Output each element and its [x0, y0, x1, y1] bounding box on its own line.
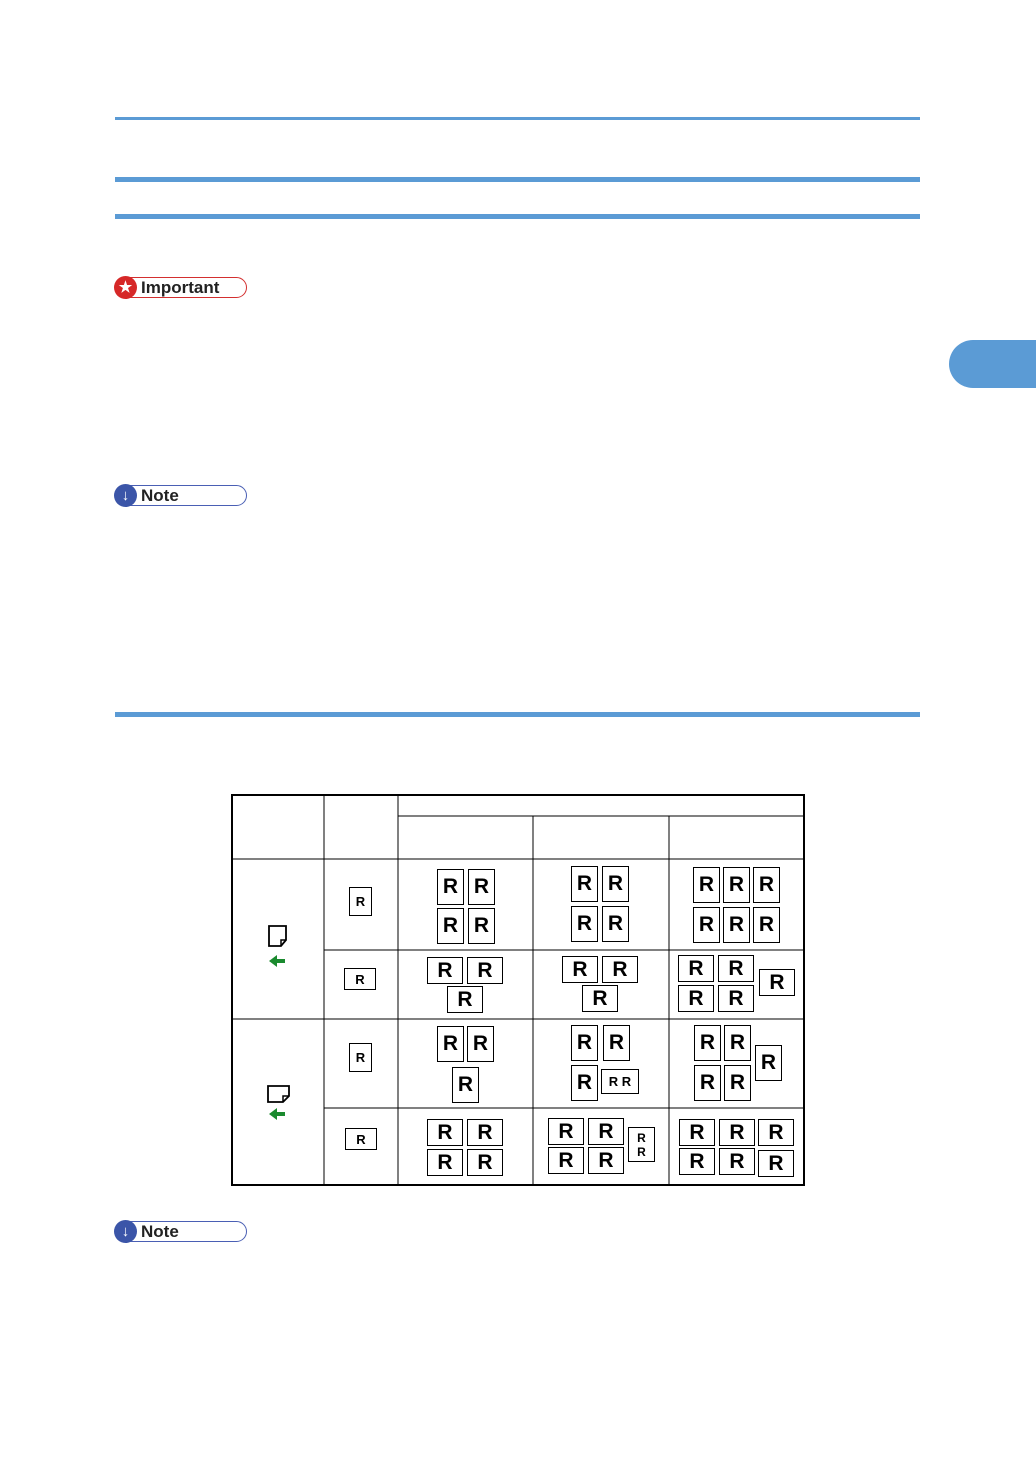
page-thumb: R	[679, 1148, 715, 1175]
paper-landscape-icon	[268, 1086, 289, 1102]
page-thumb: R	[467, 957, 503, 984]
page-thumb: R	[758, 1150, 794, 1177]
orientation-table	[231, 794, 805, 1186]
paper-portrait-icon	[269, 926, 286, 946]
page-thumb: R	[693, 907, 720, 943]
note-badge	[115, 1221, 247, 1242]
page-thumb: R	[753, 867, 780, 903]
note-badge	[115, 485, 247, 506]
page-thumb: R	[694, 1025, 721, 1061]
page-thumb: R	[427, 957, 463, 984]
page-thumb: R	[588, 1118, 624, 1145]
page-thumb: R	[548, 1147, 584, 1174]
page-thumb: R	[452, 1067, 479, 1103]
page-thumb: R	[571, 1025, 598, 1061]
arrow-down-icon: ↓	[114, 484, 137, 507]
page-thumb: R	[678, 955, 714, 982]
page-thumb: R	[753, 907, 780, 943]
page-thumb: R	[427, 1149, 463, 1176]
page-thumb: R	[571, 1065, 598, 1101]
page-thumb: R	[719, 1148, 755, 1175]
page-thumb: R	[602, 866, 629, 902]
page-thumb: R	[562, 956, 598, 983]
page-thumb: R	[437, 908, 464, 944]
chapter-tab	[949, 340, 1036, 388]
page-thumb: R	[467, 1149, 503, 1176]
page-thumb: R	[718, 985, 754, 1012]
original-portrait: R	[349, 1043, 372, 1072]
page-thumb: R	[693, 867, 720, 903]
feed-arrow-icon	[269, 1108, 285, 1120]
important-badge	[115, 277, 247, 298]
page-thumb: R	[723, 907, 750, 943]
top-rule	[115, 117, 920, 120]
page-thumb: R	[718, 955, 754, 982]
page-thumb: R	[437, 1026, 464, 1062]
page-thumb: R	[467, 1119, 503, 1146]
star-icon: ★	[114, 276, 137, 299]
page-thumb: R	[678, 985, 714, 1012]
page-thumb: R	[571, 906, 598, 942]
page-thumb-small: R R	[601, 1069, 639, 1094]
page-thumb: R	[724, 1065, 751, 1101]
note-label: Note	[141, 486, 179, 505]
page-thumb: R	[603, 1025, 630, 1061]
section-rule-bottom	[115, 214, 920, 219]
section-rule-top	[115, 177, 920, 182]
page-thumb: R	[468, 869, 495, 905]
original-portrait: R	[349, 887, 372, 916]
page-thumb: R	[602, 906, 629, 942]
page-thumb: R	[602, 956, 638, 983]
page-thumb: R	[723, 867, 750, 903]
page-thumb: R	[758, 1119, 794, 1146]
page-thumb: R	[437, 869, 464, 905]
page-thumb: R	[719, 1119, 755, 1146]
page-thumb: R	[427, 1119, 463, 1146]
page-thumb: R	[755, 1045, 782, 1081]
page-thumb: R	[571, 866, 598, 902]
page-thumb: R	[724, 1025, 751, 1061]
page-thumb: R	[447, 986, 483, 1013]
page-thumb: R	[582, 985, 618, 1012]
page-thumb: R	[548, 1118, 584, 1145]
page-thumb: R	[759, 969, 795, 996]
page-thumb: R	[468, 908, 495, 944]
page-thumb: R	[588, 1147, 624, 1174]
page-thumb-small: R R	[628, 1127, 655, 1162]
subsection-rule	[115, 712, 920, 717]
page-thumb: R	[679, 1119, 715, 1146]
original-landscape: R	[344, 968, 376, 990]
note-label: Note	[141, 1222, 179, 1241]
page-thumb: R	[467, 1026, 494, 1062]
feed-arrow-icon	[269, 955, 285, 967]
original-landscape: R	[345, 1128, 377, 1150]
page-thumb: R	[694, 1065, 721, 1101]
arrow-down-icon: ↓	[114, 1220, 137, 1243]
important-label: Important	[141, 278, 220, 297]
